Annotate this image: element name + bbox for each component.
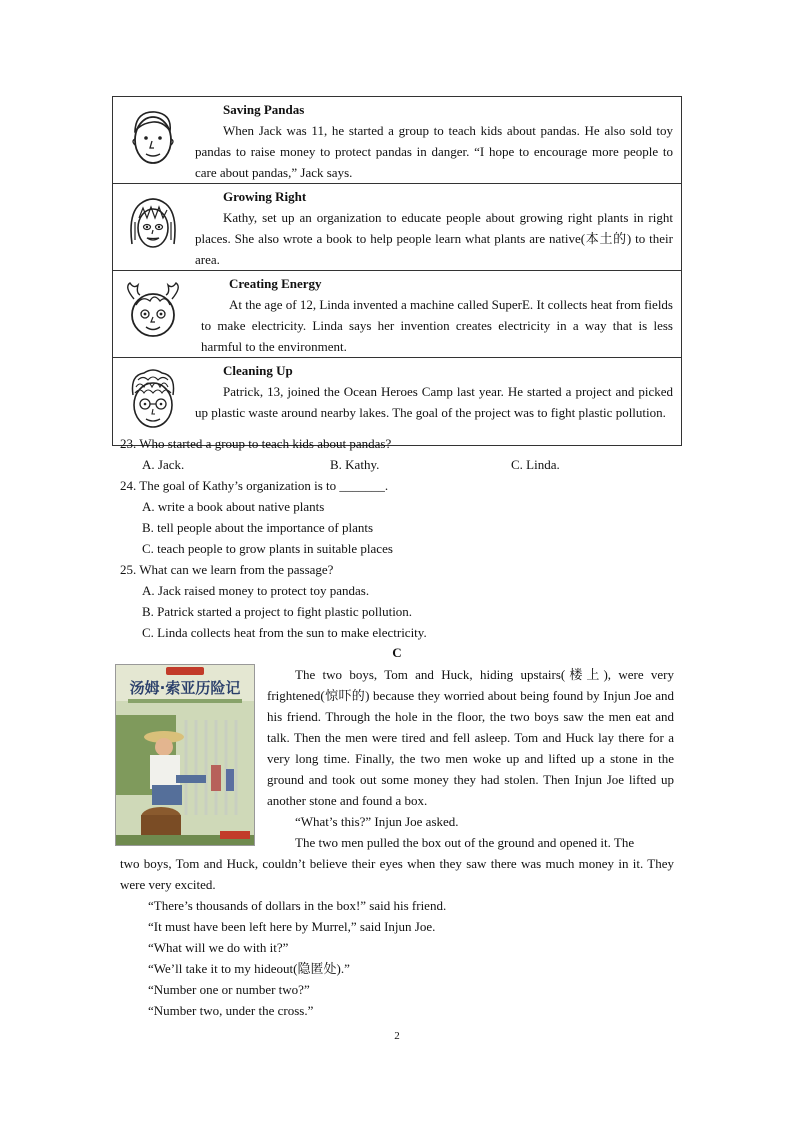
option-c: C. Linda. <box>511 457 560 472</box>
profiles-table <box>112 96 682 446</box>
profile-picture-cell <box>113 271 194 358</box>
question-24: 24. The goal of Kathy’s organization is to _______. <box>120 478 389 493</box>
profile-title: Saving Pandas <box>223 102 305 117</box>
dialogue-line: “We’ll take it to my hideout(隐匿处).” <box>148 961 350 976</box>
option-c: C. teach people to grow plants in suitable places <box>142 541 393 556</box>
dialogue-line: “Number two, under the cross.” <box>148 1003 314 1018</box>
profile-picture-cell <box>113 97 194 184</box>
question-23-options <box>120 454 690 475</box>
question-23: 23. Who started a group to teach kids about pandas? <box>120 436 392 451</box>
passage-paragraph: The two men pulled the box out of the ground and opened it. The <box>295 835 635 850</box>
passage-paragraph: two boys, Tom and Huck, couldn’t believe their eyes when they saw there was much money in it. They were very excited. <box>120 856 674 892</box>
question-25: 25. What can we learn from the passage? <box>120 562 334 577</box>
dialogue-line: “It must have been left here by Murrel,” said Injun Joe. <box>148 919 436 934</box>
profile-text-cell <box>193 97 682 184</box>
passage-c <box>120 664 674 1021</box>
profile-row <box>113 271 682 358</box>
profile-title: Creating Energy <box>229 276 322 291</box>
profile-body: Patrick, 13, joined the Ocean Heroes Camp last year. He started a project and picked up plastic waste around nearby lakes. The goal of the project was to fight plastic pollution. <box>195 384 673 420</box>
book-cover-title: 汤姆·索亚历险记 <box>129 679 241 697</box>
profile-title: Cleaning Up <box>223 363 293 378</box>
boy-face-icon <box>128 107 178 169</box>
option-a: A. write a book about native plants <box>142 499 325 514</box>
dialogue-line: “Number one or number two?” <box>148 982 310 997</box>
profile-title: Growing Right <box>223 189 307 204</box>
profile-text-cell <box>193 184 682 271</box>
option-c: C. Linda collects heat from the sun to make electricity. <box>142 625 427 640</box>
option-b: B. Patrick started a project to fight plastic pollution. <box>142 604 413 619</box>
option-b: B. tell people about the importance of plants <box>142 520 374 535</box>
profile-row <box>113 184 682 271</box>
profile-body: Kathy, set up an organization to educate people about growing right plants in right places. She also wrote a book to help people learn what plants are native(本土的) to their area. <box>195 210 673 267</box>
option-a: A. Jack. <box>142 457 185 472</box>
curly-hair-boy-face-icon <box>126 367 180 433</box>
page-number: 2 <box>394 1030 400 1042</box>
option-a: A. Jack raised money to protect toy pandas. <box>142 583 370 598</box>
profile-row <box>113 97 682 184</box>
questions-block <box>120 433 690 643</box>
section-heading: C <box>392 645 402 660</box>
girl-face-icon <box>126 194 180 256</box>
dialogue-line: “What will we do with it?” <box>148 940 289 955</box>
passage-paragraph: The two boys, Tom and Huck, hiding upstairs(楼上), were very frightened(惊吓的) because they worried about being found by Injun Joe and his friend. Through the hole in the floor, the two boys saw the men eat and talk. Then the men were tired and fell asleep. Tom and Huck lay there for a very long time. Finally, the two men woke up and lifted up a stone in the ground and took out some money they had stolen. Then Injun Joe lifted up another stone and found a box. <box>267 667 674 808</box>
passage-paragraph: “What’s this?” Injun Joe asked. <box>295 814 459 829</box>
profile-body: When Jack was 11, he started a group to teach kids about pandas. He also sold toy pandas to raise money to protect pandas in danger. “I hope to encourage more people to care about pandas,” Jack says. <box>195 123 673 180</box>
pigtails-girl-face-icon <box>120 279 186 345</box>
profile-picture-cell <box>113 184 194 271</box>
profile-body: At the age of 12, Linda invented a machine called SuperE. It collects heat from fields to make electricity. Linda says her invention creates electricity in a way that is less harmful to the environment. <box>201 297 673 354</box>
profile-text-cell <box>193 271 682 358</box>
dialogue-line: “There’s thousands of dollars in the box!” said his friend. <box>148 898 447 913</box>
option-b: B. Kathy. <box>330 457 380 472</box>
